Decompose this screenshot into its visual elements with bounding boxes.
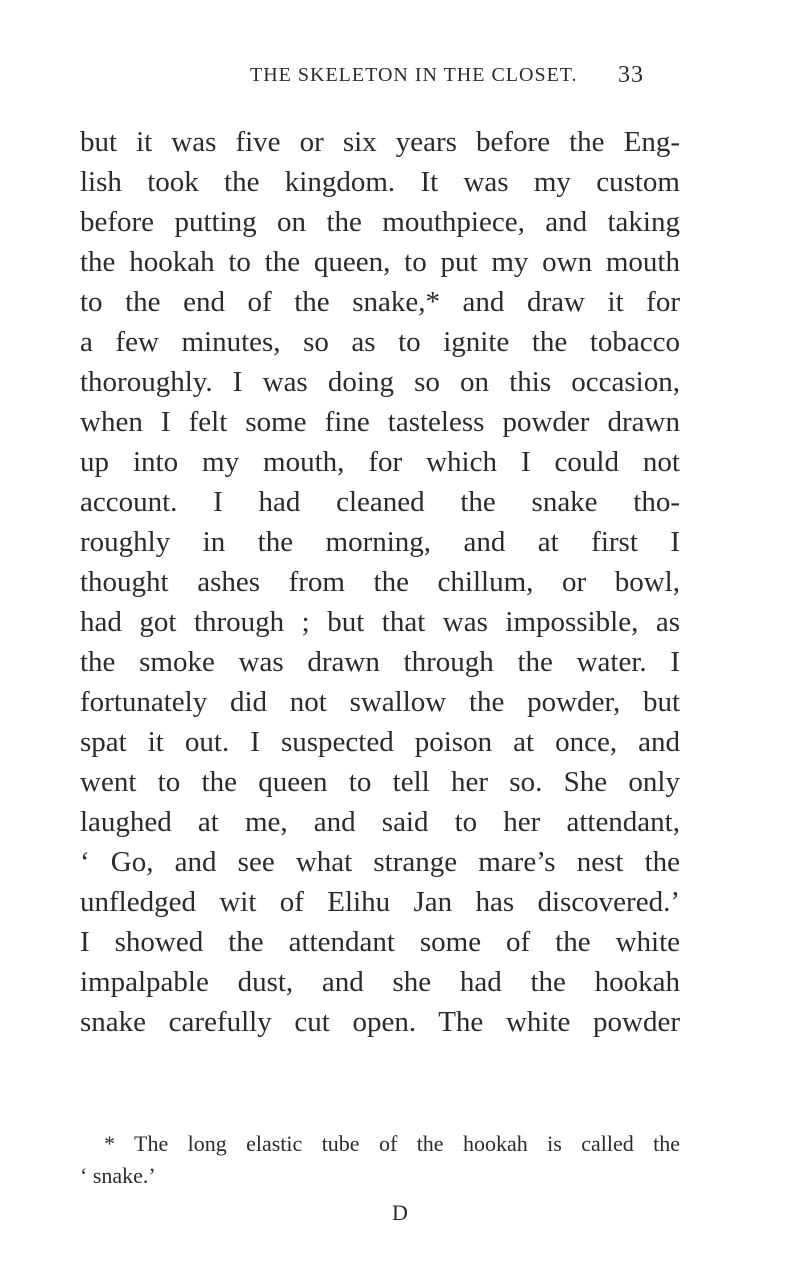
running-title: THE SKELETON IN THE CLOSET. xyxy=(250,64,578,86)
text-line: a few minutes, so as to ignite the tobacco xyxy=(80,326,680,358)
text-line: I showed the attendant some of the white xyxy=(80,926,680,958)
text-line: the hookah to the queen, to put my own mouth xyxy=(80,246,680,278)
text-line: the smoke was drawn through the water. I xyxy=(80,646,680,678)
text-line: laughed at me, and said to her attendant, xyxy=(80,806,680,838)
text-line: unfledged wit of Elihu Jan has discovered.’ xyxy=(80,886,680,918)
body-text xyxy=(80,122,680,1042)
text-line: spat it out. I suspected poison at once, and xyxy=(80,726,680,758)
text-line: thought ashes from the chillum, or bowl, xyxy=(80,566,680,598)
text-line: impalpable dust, and she had the hookah xyxy=(80,966,680,998)
footnote-line: * The long elastic tube of the hookah is called the xyxy=(104,1131,680,1156)
text-line: lish took the kingdom. It was my custom xyxy=(80,166,680,198)
text-line: had got through ; but that was impossible, as xyxy=(80,606,680,638)
text-line: went to the queen to tell her so. She only xyxy=(80,766,680,798)
text-line: thoroughly. I was doing so on this occasion, xyxy=(80,366,680,398)
page-number: 33 xyxy=(618,62,644,88)
text-line: snake carefully cut open. The white powder xyxy=(80,1006,680,1038)
text-line: ‘ Go, and see what strange mare’s nest the xyxy=(80,846,680,878)
text-line: to the end of the snake,* and draw it for xyxy=(80,286,680,318)
footnote xyxy=(80,1128,680,1192)
running-head xyxy=(0,64,800,94)
footnote-line: ‘ snake.’ xyxy=(80,1163,156,1188)
text-line: up into my mouth, for which I could not xyxy=(80,446,680,478)
text-line: but it was five or six years before the Eng- xyxy=(80,126,680,158)
text-line: before putting on the mouthpiece, and taking xyxy=(80,206,680,238)
text-line: account. I had cleaned the snake tho- xyxy=(80,486,680,518)
signature-mark: D xyxy=(392,1200,408,1225)
text-line: when I felt some fine tasteless powder drawn xyxy=(80,406,680,438)
text-line: fortunately did not swallow the powder, but xyxy=(80,686,680,718)
text-line: roughly in the morning, and at first I xyxy=(80,526,680,558)
